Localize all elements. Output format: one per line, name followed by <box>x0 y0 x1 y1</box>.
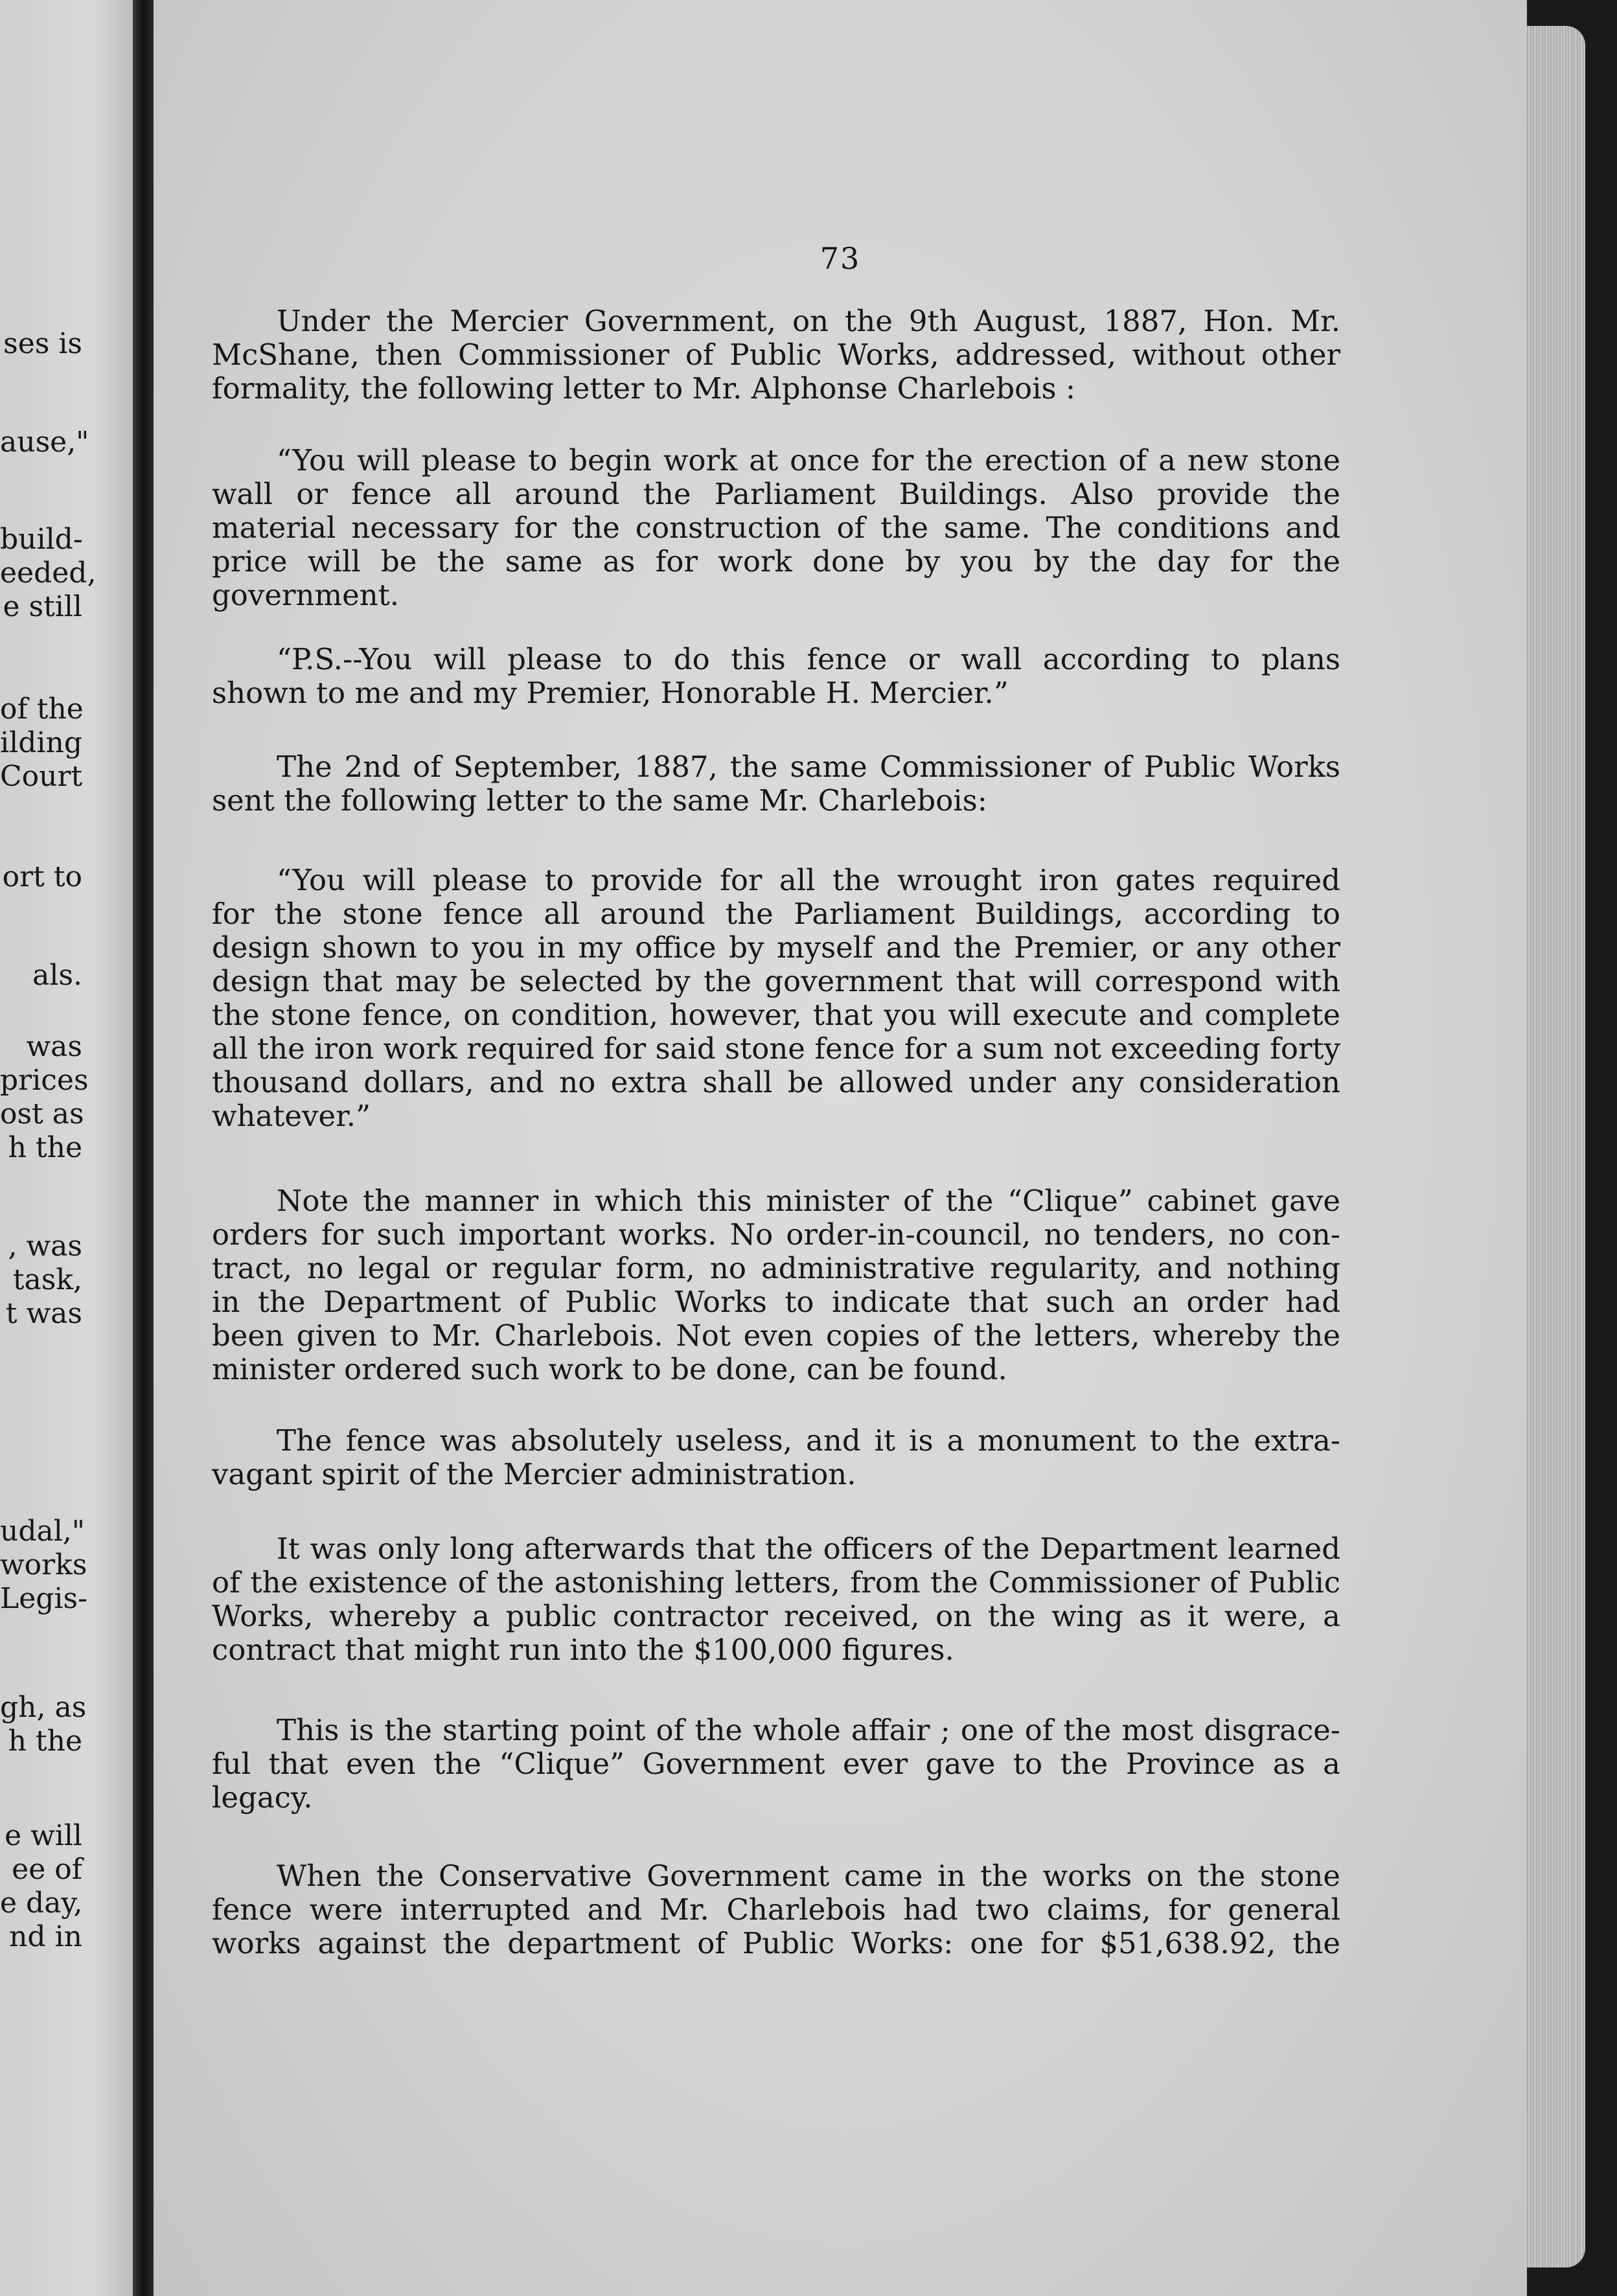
text-line: tract, no legal or regular form, no administrative regularity, and nothing <box>212 1251 1340 1285</box>
text-line: Under the Mercier Government, on the 9th August, 1887, Hon. Mr. <box>277 304 1340 338</box>
previous-page-text-line: ost as <box>0 1097 84 1131</box>
text-line: for the stone fence all around the Parliament Buildings, according to <box>212 897 1340 931</box>
previous-page-text-line: h the <box>8 1725 82 1758</box>
text-line: of the existence of the astonishing letters, from the Commissioner of Public <box>212 1565 1340 1600</box>
previous-page-text-line: build- <box>0 523 83 556</box>
previous-page-text-line: ause," <box>0 426 89 459</box>
text-line: This is the starting point of the whole affair ; one of the most disgrace- <box>277 1713 1340 1747</box>
previous-page-text-line: ses is <box>3 327 82 360</box>
text-line: government. <box>212 578 400 612</box>
text-line: been given to Mr. Charlebois. Not even copies of the letters, whereby the <box>212 1318 1340 1353</box>
text-line: shown to me and my Premier, Honorable H. Mercier.” <box>212 676 1009 710</box>
text-line: minister ordered such work to be done, can be found. <box>212 1352 1007 1386</box>
quoted-letter <box>212 864 1340 1133</box>
paragraph <box>212 1424 1340 1491</box>
text-line: works against the department of Public Works: one for $51,638.92, the <box>212 1926 1340 1960</box>
text-line: wall or fence all around the Parliament Buildings. Also provide the <box>212 477 1340 511</box>
text-line: “You will please to provide for all the wrought iron gates required <box>277 863 1340 897</box>
text-line: in the Department of Public Works to indicate that such an order had <box>212 1285 1340 1319</box>
text-line: material necessary for the construction of the same. The conditions and <box>212 511 1340 545</box>
paragraph <box>212 750 1340 818</box>
book-gutter <box>133 0 154 2296</box>
previous-page-text-line: nd in <box>9 1920 82 1953</box>
text-line: The fence was absolutely useless, and it is a monument to the extra- <box>277 1423 1340 1458</box>
previous-page-text-line: gh, as <box>0 1691 87 1724</box>
book-page <box>154 0 1527 2296</box>
previous-page-text-line: ort to <box>2 860 82 893</box>
previous-page-text-line: udal," <box>0 1515 86 1548</box>
previous-page-text-line: of the <box>0 693 84 726</box>
page-stack-edge <box>1527 26 1585 2267</box>
text-line: design shown to you in my office by myself and the Premier, or any other <box>212 930 1340 965</box>
text-line: legacy. <box>212 1780 313 1815</box>
postscript <box>212 643 1340 710</box>
previous-page-text-line: , was <box>8 1230 82 1263</box>
previous-page-text-line: works <box>0 1548 87 1581</box>
previous-page-text-line: prices <box>0 1064 89 1097</box>
text-line: orders for such important works. No order-in-council, no tenders, no con- <box>212 1217 1340 1252</box>
previous-page-text-line: e day, <box>0 1887 83 1920</box>
text-line: fence were interrupted and Mr. Charlebois had two claims, for general <box>212 1892 1340 1927</box>
page-number: 73 <box>820 241 861 276</box>
previous-page-text-line: t was <box>5 1297 82 1330</box>
previous-page-text-line: als. <box>32 959 82 992</box>
paragraph <box>212 1859 1340 1960</box>
text-line: Note the manner in which this minister of the “Clique” cabinet gave <box>277 1184 1340 1218</box>
previous-page-text-line: ilding <box>0 726 82 759</box>
previous-page-fragment <box>0 0 133 2296</box>
text-line: the stone fence, on condition, however, that you will execute and complete <box>212 998 1340 1032</box>
paragraph <box>212 1184 1340 1386</box>
previous-page-text-line: ee of <box>12 1853 82 1886</box>
text-line: design that may be selected by the government that will correspond with <box>212 964 1340 998</box>
text-line: vagant spirit of the Mercier administration. <box>212 1457 856 1491</box>
text-line: Works, whereby a public contractor received, on the wing as it were, a <box>212 1599 1340 1633</box>
text-line: McShane, then Commissioner of Public Works, addressed, without other <box>212 338 1340 372</box>
previous-page-text-line: eeded, <box>0 557 97 590</box>
text-line: price will be the same as for work done by you by the day for the <box>212 544 1340 579</box>
quoted-letter <box>212 444 1340 612</box>
paragraph <box>212 1532 1340 1667</box>
text-line: ful that even the “Clique” Government ever gave to the Province as a <box>212 1747 1340 1781</box>
previous-page-text-line: task, <box>12 1263 82 1296</box>
text-line: sent the following letter to the same Mr. Charlebois: <box>212 783 987 818</box>
text-line: “P.S.--You will please to do this fence or wall according to plans <box>277 642 1340 676</box>
text-line: all the iron work required for said stone fence for a sum not exceeding forty <box>212 1031 1340 1066</box>
previous-page-text-line: e will <box>5 1819 82 1852</box>
paragraph <box>212 1714 1340 1815</box>
previous-page-text-line: Legis- <box>0 1582 87 1615</box>
previous-page-text-line: Court <box>0 760 83 793</box>
text-line: The 2nd of September, 1887, the same Commissioner of Public Works <box>277 750 1340 784</box>
text-line: When the Conservative Government came in the works on the stone <box>277 1859 1340 1893</box>
text-line: contract that might run into the $100,000 figures. <box>212 1633 954 1667</box>
previous-page-text-line: e still <box>3 590 82 623</box>
previous-page-text-line: h the <box>8 1131 82 1164</box>
text-line: whatever.” <box>212 1099 371 1133</box>
text-line: “You will please to begin work at once for the erection of a new stone <box>277 443 1340 477</box>
text-line: thousand dollars, and no extra shall be allowed under any consideration <box>212 1065 1340 1099</box>
text-line: It was only long afterwards that the officers of the Department learned <box>277 1532 1340 1566</box>
text-line: formality, the following letter to Mr. Alphonse Charlebois : <box>212 371 1076 406</box>
paragraph <box>212 304 1340 406</box>
previous-page-text-line: was <box>26 1030 82 1063</box>
